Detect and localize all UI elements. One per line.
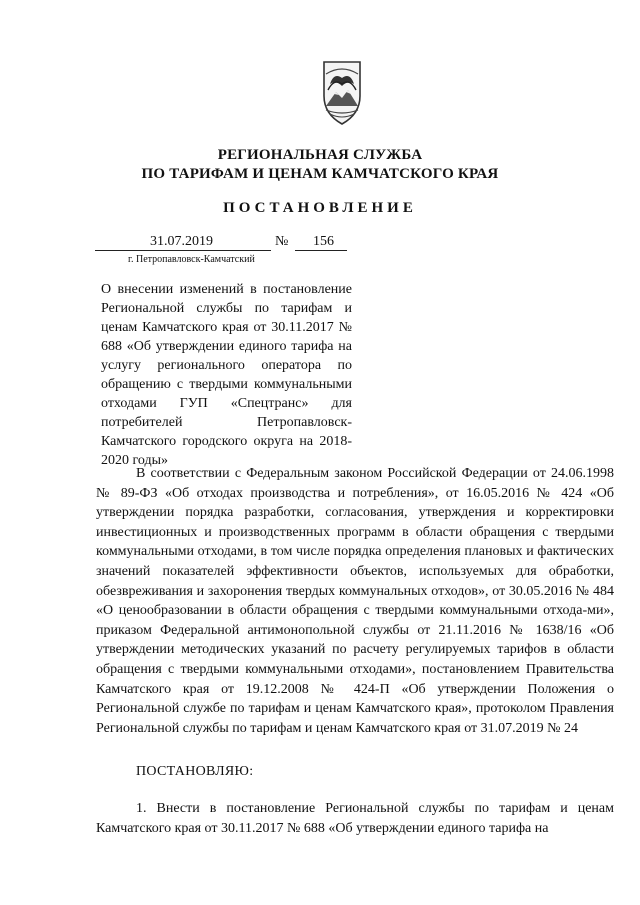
document-subject: О внесении изменений в постановление Региональной службы по тарифам и ценам Камчатского края от 30.11.2017 № 688 «Об утверждении единого тарифа на услугу регионального оператора по обращению с твердыми коммунальными отходами ГУП «Спецтранс» для потребителей Петропавловск-Камчатского городского округа на 2018-2020 годы» xyxy=(101,282,352,468)
number-sign: № xyxy=(275,234,289,249)
city: г. Петропавловск-Камчатский xyxy=(128,254,255,265)
item-1-paragraph: 1. Внести в постановление Региональной службы по тарифам и ценам Камчатского края от 30.11.2017 № 688 «Об утверждении единого тарифа на xyxy=(96,801,614,836)
number-underline xyxy=(295,250,347,251)
preamble-paragraph: В соответствии с Федеральным законом Российской Федерации от 24.06.1998 № 89-ФЗ «Об отходах производства и потребления», от 16.05.2016 № 424 «Об утверждении порядка разработки, согласования, утверждения и корректировки инвестиционных и производственных программ в области обращения с твердыми коммунальными отходами, в том числе порядка определения плановых и фактических значений показателей эффективности объектов, используемых для обработки, обезвреживания и захоронения твердых коммунальных отходов», от 30.05.2016 № 484 «О ценообразовании в области обращения с твердыми коммунальными отхода-ми», приказом Федеральной антимонопольной службы от 21.11.2016 № 1638/16 «Об утверждении методических указаний по расчету регулируемых тарифов в области обращения с твердыми коммунальными отходами», постановлением Правительства Камчатского края от 19.12.2008 № 424-П «Об утверждении Положения о Региональной службе по тарифам и ценам Камчатского края», протоколом Правления Региональной службы по тарифам и ценам Камчатского края от 31.07.2019 № 24 xyxy=(96,466,614,736)
document-number: 156 xyxy=(313,234,334,249)
date-number-line xyxy=(95,234,355,252)
org-name-line1: РЕГИОНАЛЬНАЯ СЛУЖБА xyxy=(217,147,423,163)
document-type: ПОСТАНОВЛЕНИЕ xyxy=(223,200,417,216)
date-underline xyxy=(95,250,271,251)
document-date: 31.07.2019 xyxy=(150,234,213,249)
org-name-line2: ПО ТАРИФАМ И ЦЕНАМ КАМЧАТСКОГО КРАЯ xyxy=(141,166,499,182)
resolve-heading: ПОСТАНОВЛЯЮ: xyxy=(136,764,254,779)
kamchatka-emblem-icon xyxy=(318,60,366,126)
